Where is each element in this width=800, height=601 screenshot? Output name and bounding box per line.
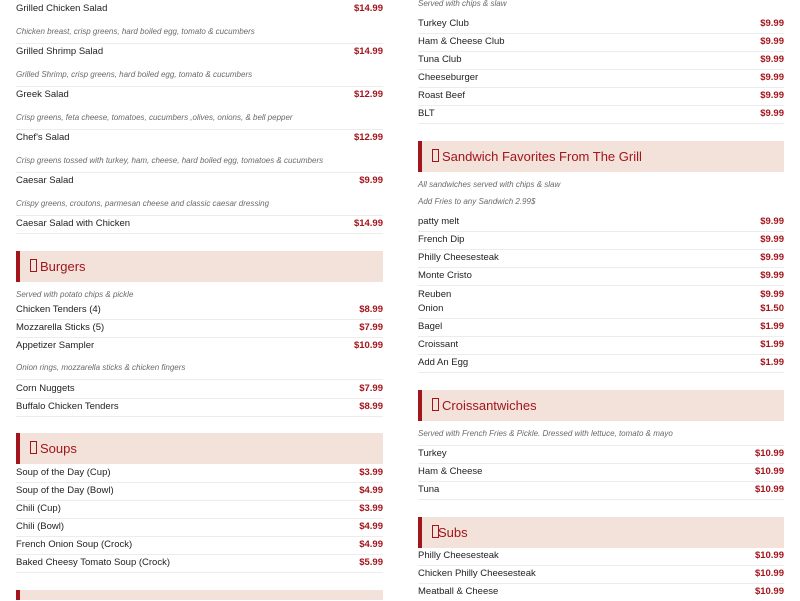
item-description: Crisp greens, feta cheese, tomatoes, cucumbers ,olives, onions, & bell pepper [16, 113, 293, 122]
menu-item[interactable] [418, 336, 784, 355]
item-name: French Dip [418, 234, 465, 245]
menu-item[interactable] [418, 463, 784, 482]
item-name: Reuben [418, 289, 452, 300]
category-title: Burgers [40, 259, 86, 274]
menu-item[interactable] [16, 398, 383, 417]
item-price: $12.99 [353, 89, 383, 100]
item-description: Chicken breast, crisp greens, hard boiled egg, tomato & cucumbers [16, 27, 255, 36]
item-name: Monte Cristo [418, 270, 472, 281]
item-name: Chicken Philly Cheesesteak [418, 568, 536, 579]
category-title: Subs [438, 525, 468, 540]
menu-item[interactable] [418, 69, 784, 88]
item-name: Philly Cheesesteak [418, 252, 499, 263]
menu-item[interactable] [16, 518, 383, 537]
item-price: $8.99 [359, 304, 383, 315]
menu-item[interactable] [418, 105, 784, 124]
item-price: $14.99 [353, 218, 383, 229]
item-name: Caesar Salad [16, 175, 74, 186]
item-price: $3.99 [359, 467, 383, 478]
menu-item[interactable] [16, 482, 383, 501]
item-name: Grilled Chicken Salad [16, 3, 108, 14]
category-note: Add Fries to any Sandwich 2.99$ [418, 197, 536, 206]
item-name: Ham & Cheese Club [418, 36, 505, 47]
menu-item[interactable] [418, 547, 784, 566]
menu-item[interactable] [16, 554, 383, 573]
item-name: Corn Nuggets [16, 383, 75, 394]
item-description: Crispy greens, croutons, parmesan cheese and classic caesar dressing [16, 199, 270, 208]
item-price: $12.99 [353, 132, 383, 143]
category-header-soups [16, 433, 383, 464]
item-price: $9.99 [760, 216, 784, 227]
item-price: $9.99 [760, 252, 784, 263]
category-title: Soups [40, 441, 77, 456]
utensils-icon [432, 149, 439, 162]
item-name: BLT [418, 108, 435, 119]
menu-item[interactable] [16, 129, 383, 147]
menu-item[interactable] [418, 354, 784, 373]
item-name: Croissant [418, 339, 459, 350]
category-note: Served with potato chips & pickle [16, 290, 134, 299]
utensils-icon [30, 441, 37, 454]
item-price: $10.99 [754, 448, 784, 459]
menu-item[interactable] [16, 215, 383, 234]
item-name: Add An Egg [418, 357, 469, 368]
item-price: $3.99 [359, 503, 383, 514]
category-title: Sandwich Favorites From The Grill [442, 149, 642, 164]
category-header-subs [418, 517, 784, 548]
category-header-croissantwiches [418, 390, 784, 421]
menu-item[interactable] [418, 481, 784, 500]
item-price: $7.99 [359, 383, 383, 394]
menu-item[interactable] [418, 318, 784, 337]
menu-item[interactable] [16, 319, 383, 338]
category-title: Croissantwiches [442, 398, 537, 413]
menu-item[interactable] [418, 445, 784, 464]
menu-item[interactable] [418, 15, 784, 34]
item-name: Chili (Cup) [16, 503, 61, 514]
item-price: $10.99 [754, 586, 784, 597]
item-name: Turkey [418, 448, 447, 459]
menu-item[interactable] [418, 565, 784, 584]
item-price: $4.99 [359, 539, 383, 550]
menu-item[interactable] [16, 500, 383, 519]
item-price: $9.99 [760, 54, 784, 65]
item-price: $9.99 [760, 108, 784, 119]
item-name: Cheeseburger [418, 72, 479, 83]
menu-item[interactable] [418, 249, 784, 268]
item-price: $9.99 [760, 72, 784, 83]
item-price: $10.99 [754, 466, 784, 477]
item-price: $9.99 [359, 175, 383, 186]
item-name: Chef's Salad [16, 132, 70, 143]
item-name: Caesar Salad with Chicken [16, 218, 131, 229]
menu-item[interactable] [16, 380, 383, 399]
category-header-burgers [16, 251, 383, 282]
menu-item[interactable] [418, 213, 784, 232]
category-note: Served with chips & slaw [418, 0, 507, 8]
item-price: $4.99 [359, 521, 383, 532]
category-note: All sandwiches served with chips & slaw [418, 180, 561, 189]
menu-item[interactable] [16, 172, 383, 190]
menu-item[interactable] [418, 300, 784, 319]
menu-item[interactable] [16, 86, 383, 104]
item-name: Chili (Bowl) [16, 521, 65, 532]
utensils-icon [30, 259, 37, 272]
item-price: $10.99 [754, 484, 784, 495]
item-price: $10.99 [353, 340, 383, 351]
item-price: $1.50 [760, 303, 784, 314]
menu-item[interactable] [418, 33, 784, 52]
item-name: patty melt [418, 216, 460, 227]
item-name: Soup of the Day (Cup) [16, 467, 111, 478]
item-name: Onion [418, 303, 444, 314]
item-price: $7.99 [359, 322, 383, 333]
item-name: Turkey Club [418, 18, 469, 29]
item-name: Meatball & Cheese [418, 586, 499, 597]
item-name: Bagel [418, 321, 443, 332]
item-price: $14.99 [353, 46, 383, 57]
item-name: Tuna [418, 484, 440, 495]
item-name: French Onion Soup (Crock) [16, 539, 133, 550]
item-name: Baked Cheesy Tomato Soup (Crock) [16, 557, 171, 568]
item-price: $1.99 [760, 321, 784, 332]
item-price: $10.99 [754, 550, 784, 561]
item-price: $8.99 [359, 401, 383, 412]
item-price: $9.99 [760, 36, 784, 47]
item-name: Ham & Cheese [418, 466, 483, 477]
item-price: $4.99 [359, 485, 383, 496]
menu-item[interactable] [16, 301, 383, 320]
item-name: Philly Cheesesteak [418, 550, 499, 561]
item-price: $5.99 [359, 557, 383, 568]
menu-item[interactable] [16, 43, 383, 61]
item-price: $14.99 [353, 3, 383, 14]
item-name: Buffalo Chicken Tenders [16, 401, 119, 412]
menu-item[interactable] [418, 87, 784, 106]
menu-item[interactable] [418, 231, 784, 250]
item-description: Onion rings, mozzarella sticks & chicken fingers [16, 363, 186, 372]
utensils-icon [432, 398, 439, 411]
item-name: Soup of the Day (Bowl) [16, 485, 114, 496]
item-name: Chicken Tenders (4) [16, 304, 101, 315]
menu-item[interactable] [418, 583, 784, 601]
category-note: Served with French Fries & Pickle. Dressed with lettuce, tomato & mayo [418, 429, 673, 438]
menu-item[interactable] [418, 267, 784, 286]
item-price: $9.99 [760, 234, 784, 245]
item-name: Greek Salad [16, 89, 69, 100]
item-price: $10.99 [754, 568, 784, 579]
item-name: Tuna Club [418, 54, 462, 65]
item-name: Mozzarella Sticks (5) [16, 322, 105, 333]
item-price: $1.99 [760, 357, 784, 368]
item-description: Grilled Shrimp, crisp greens, hard boiled egg, tomato & cucumbers [16, 70, 253, 79]
item-price: $9.99 [760, 18, 784, 29]
category-header-next [16, 590, 383, 600]
item-price: $1.99 [760, 339, 784, 350]
item-price: $9.99 [760, 270, 784, 281]
item-price: $9.99 [760, 90, 784, 101]
menu-item[interactable] [16, 464, 383, 483]
menu-item[interactable] [16, 337, 383, 355]
menu-item[interactable] [418, 51, 784, 70]
category-header-grill [418, 141, 784, 172]
menu-item[interactable] [16, 536, 383, 555]
item-name: Grilled Shrimp Salad [16, 46, 104, 57]
item-description: Crisp greens tossed with turkey, ham, cheese, hard boiled egg, tomatoes & cucumbers [16, 156, 324, 165]
menu-item[interactable] [16, 0, 383, 18]
item-name: Appetizer Sampler [16, 340, 95, 351]
item-price: $9.99 [760, 289, 784, 300]
item-name: Roast Beef [418, 90, 465, 101]
